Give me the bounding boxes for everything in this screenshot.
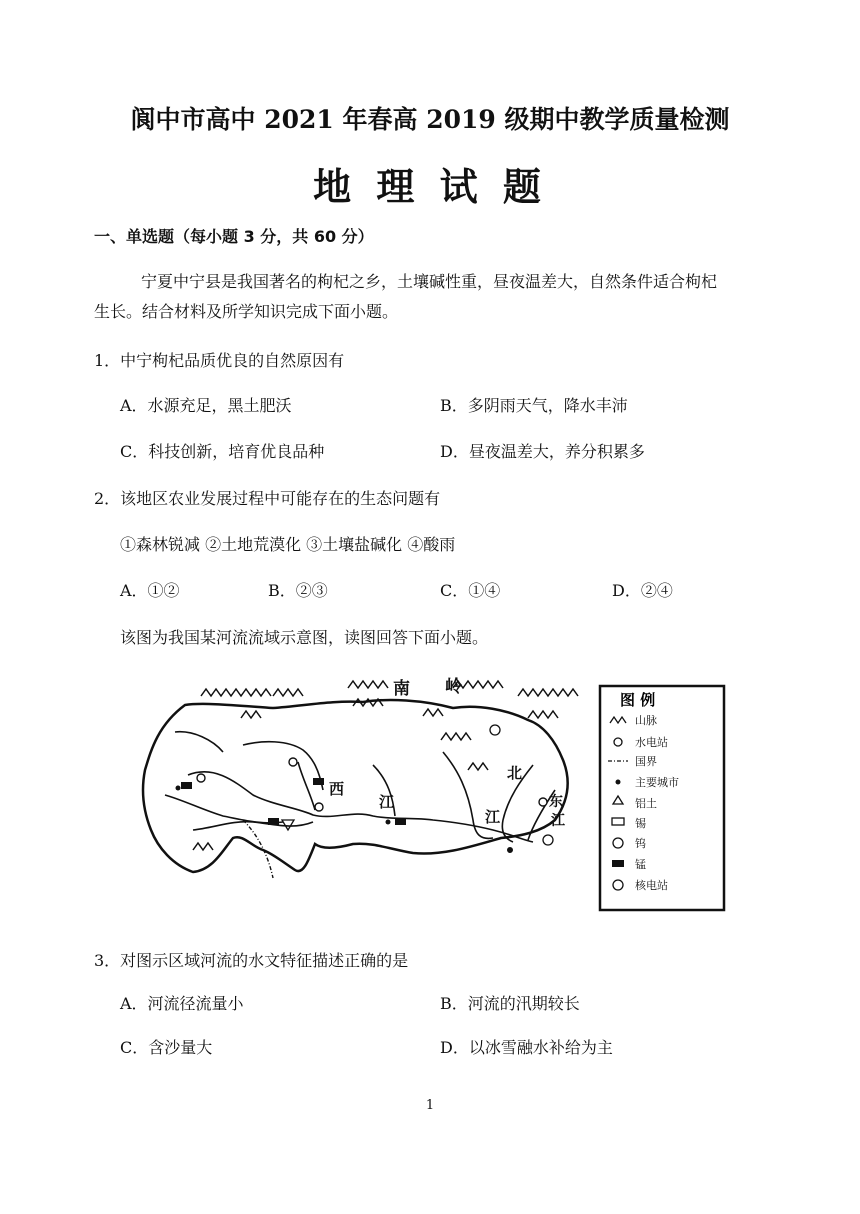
exam-subtitle: 地 理 试 题 — [313, 164, 547, 209]
nuclear-station-icon — [543, 835, 553, 845]
label-bei: 北 — [507, 764, 523, 782]
question-3-stem: 3．对图示区域河流的水文特征描述正确的是 — [94, 951, 409, 970]
legend-city-icon — [616, 780, 621, 785]
legend-item-bauxite: 铝土 — [635, 797, 657, 810]
question-2-option-a: A．①② — [120, 581, 180, 600]
label-jiang-east: 江 — [551, 813, 565, 829]
exam-title: 阆中市高中 2021 年春高 2019 级期中教学质量检测 — [130, 105, 730, 134]
question-3-option-a: A．河流径流量小 — [120, 994, 244, 1013]
legend-hydro-icon — [614, 738, 622, 746]
question-3-option-b: B．河流的汛期较长 — [440, 994, 580, 1013]
question-3-option-d: D．以冰雪融水补给为主 — [440, 1038, 613, 1057]
tungsten-icon — [490, 725, 500, 735]
legend-item-nuclear: 核电站 — [635, 879, 668, 892]
question-2-items: ①森林锐减 ②土地荒漠化 ③土壤盐碱化 ④酸雨 — [120, 535, 456, 554]
question-1-option-b: B．多阴雨天气，降水丰沛 — [440, 396, 628, 415]
passage-1-line-1: 宁夏中宁县是我国著名的枸杞之乡，土壤碱性重，昼夜温差大，自然条件适合枸杞 — [141, 272, 718, 291]
section-heading: 一、单选题（每小题 3 分，共 60 分） — [94, 227, 374, 246]
page-number: 1 — [425, 1098, 435, 1113]
legend-item-tungsten: 钨 — [635, 837, 646, 850]
passage-1-line-2: 生长。结合材料及所学知识完成下面小题。 — [94, 302, 399, 321]
legend-title: 图 例 — [620, 691, 656, 709]
question-3-option-c: C．含沙量大 — [120, 1038, 213, 1057]
legend-manganese-icon — [612, 860, 624, 867]
question-1-option-a: A．水源充足，黑土肥沃 — [120, 396, 292, 415]
city-dot-icons — [176, 786, 514, 854]
legend-item-tin: 锡 — [635, 817, 646, 830]
question-2-option-b: B．②③ — [268, 581, 328, 600]
legend-item-city: 主要城市 — [635, 776, 679, 789]
question-2-option-d: D．②④ — [612, 581, 673, 600]
manganese-icons — [181, 778, 406, 825]
question-1-stem: 1．中宁枸杞品质优良的自然原因有 — [94, 351, 345, 370]
river-basin-map — [123, 670, 733, 920]
question-2-stem: 2．该地区农业发展过程中可能存在的生态问题有 — [94, 489, 441, 508]
label-jiang-north: 江 — [485, 808, 501, 826]
label-ling: 岭 — [445, 677, 462, 697]
legend-item-mountain: 山脉 — [635, 714, 657, 727]
basin-boundary — [143, 700, 568, 872]
legend-item-border: 国界 — [635, 755, 657, 768]
question-1-option-d: D．昼夜温差大，养分积累多 — [440, 442, 645, 461]
question-1-option-c: C．科技创新，培育优良品种 — [120, 442, 325, 461]
label-nan: 南 — [393, 679, 410, 699]
map-legend — [600, 686, 724, 910]
question-2-option-c: C．①④ — [440, 581, 501, 600]
hydro-station-icons — [197, 758, 547, 811]
legend-item-manganese: 锰 — [635, 858, 646, 871]
passage-2: 该图为我国某河流流域示意图，读图回答下面小题。 — [120, 628, 489, 647]
label-dong: 东 — [549, 794, 563, 810]
label-jiang-west: 江 — [379, 793, 395, 811]
label-xi: 西 — [329, 780, 345, 798]
legend-item-hydro: 水电站 — [635, 736, 668, 749]
